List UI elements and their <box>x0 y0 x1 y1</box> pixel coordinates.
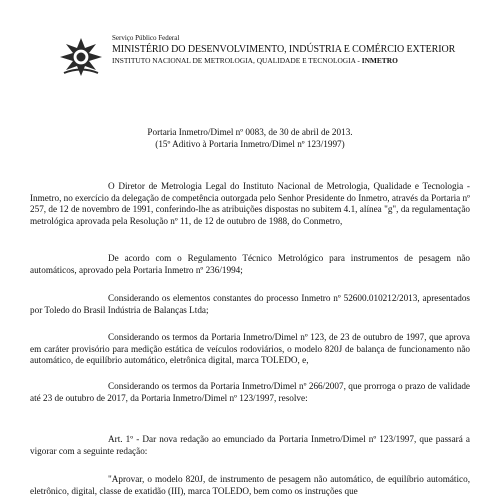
ordinance-subtitle: (15º Aditivo à Portaria Inmetro/Dimel nº 123/1997) <box>155 139 345 149</box>
ministry-title: MINISTÉRIO DO DESENVOLVIMENTO, INDÚSTRIA E COMÉRCIO EXTERIOR <box>112 44 456 55</box>
article-1 <box>30 434 470 457</box>
coat-of-arms-icon <box>58 36 104 78</box>
paragraph-text: Art. 1º - Dar nova redação ao emunciado da Portaria Inmetro/Dimel nº 123/1997, que passará a vigorar com a seguinte redação: <box>30 434 470 456</box>
ordinance-title: Portaria Inmetro/Dimel nº 0083, de 30 de abril de 2013. <box>147 127 353 137</box>
paragraph-ordinance-123 <box>30 332 470 367</box>
paragraph-regulation <box>30 253 470 276</box>
paragraph-text: Considerando os elementos constantes do processo Inmetro nº 52600.010212/2013, apresentados por Toledo do Brasil Indústria de Balanças Ltda; <box>30 293 470 315</box>
paragraph-text: Considerando os termos da Portaria Inmetro/Dimel nº 123, de 23 de outubro de 1997, que aprova em caráter provisório para medição estática de veículos rodoviários, o modelo 820J de balança de funcionamento não automático, de equilíbrio automático, eletrônica digital, marca TOLEDO, e, <box>30 332 470 366</box>
paragraph-text: O Diretor de Metrologia Legal do Instituto Nacional de Metrologia, Qualidade e Tecnologia - Inmetro, no exercício da delegação de competência outorgada pelo Senhor Presidente do Inmetro, através da Portaria nº 257, de 12 de novembro de 1991, conferindo-lhe as atribuições dispostas no subitem 4.1, alínea "g", da regulamentação metrológica aprovada pela Resolução nº 11, de 12 de outubro de 1988, do Conmetro, <box>30 181 470 226</box>
service-label: Serviço Público Federal <box>112 34 180 42</box>
paragraph-director <box>30 181 470 227</box>
institute-title: INSTITUTO NACIONAL DE METROLOGIA, QUALIDADE E TECNOLOGIA - INMETRO <box>112 56 398 65</box>
paragraph-approve <box>30 474 470 497</box>
paragraph-text: De acordo com o Regulamento Técnico Metrológico para instrumentos de pesagem não automáticos, aprovado pela Portaria Inmetro nº 236/1994; <box>30 253 470 275</box>
paragraph-text: Considerando os termos da Portaria Inmetro/Dimel nº 266/2007, que prorroga o prazo de validade até 23 de outubro de 2017, da Portaria Inmetro/Dimel nº 123/1997, resolve: <box>30 381 470 403</box>
paragraph-ordinance-266 <box>30 381 470 404</box>
paragraph-process <box>30 293 470 316</box>
paragraph-text: "Aprovar, o modelo 820J, de instrumento de pesagem não automático, de equilíbrio automático, eletrônico, digital, classe de exatidão (III), marca TOLEDO, bem como os instruções que <box>30 474 470 496</box>
